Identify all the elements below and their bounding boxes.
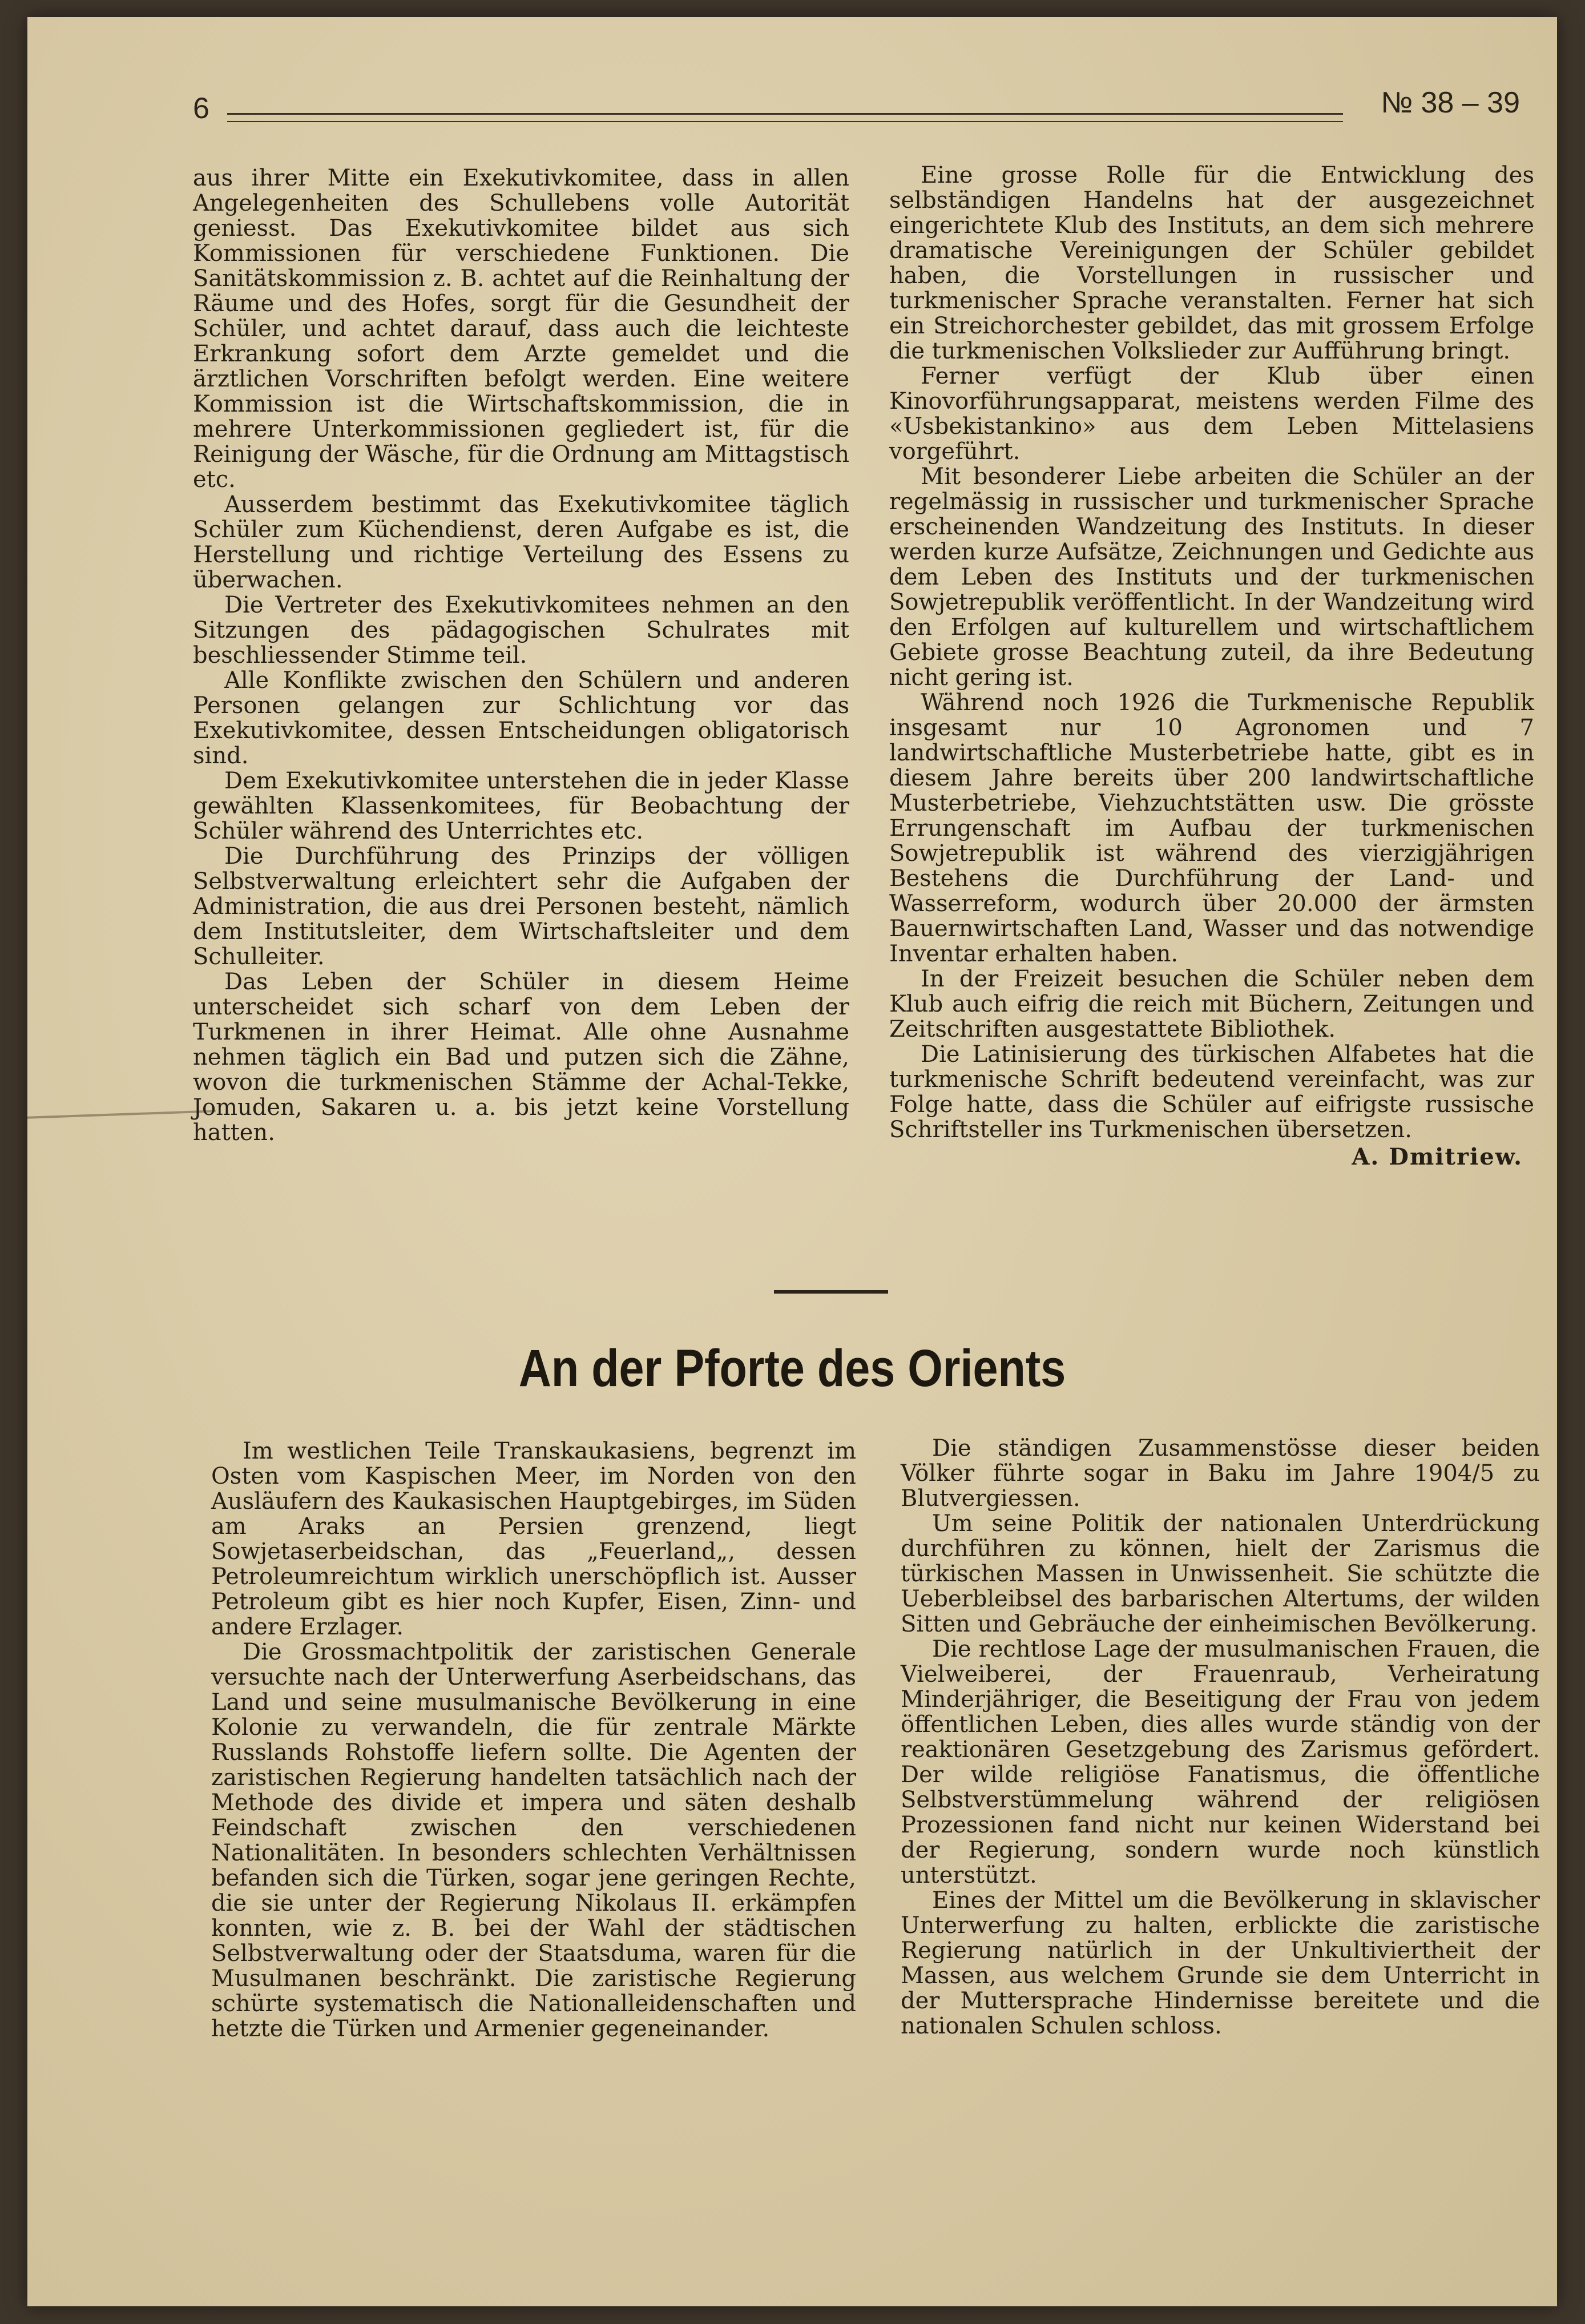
paragraph: Alle Konflikte zwischen den Schülern und anderen Personen gelangen zur Schlichtung vor das Exekutivkomitee, dessen Entscheidungen obligatorisch sind. — [193, 667, 849, 769]
header-rule — [227, 113, 1343, 115]
issue-number: № 38 – 39 — [1381, 86, 1520, 119]
header-rule-thin — [227, 121, 1343, 122]
article2-right-column — [901, 1436, 1540, 2039]
paragraph: Im westlichen Teile Transkaukasiens, begrenzt im Osten vom Kaspischen Meer, im Norden von den Ausläufern des Kaukasischen Hauptgebirges, im Süden am Araks an Persien grenzend, liegt Sowjetaserbeidschan, das „Feuerland„, dessen Petroleumreichtum wirklich unerschöpflich ist. Ausser Petroleum gibt es hier noch Kupfer, Eisen, Zinn- und andere Erzlager. — [211, 1438, 856, 1640]
article1-right-column — [889, 163, 1534, 1170]
section-divider — [774, 1290, 888, 1294]
page-tear — [27, 1110, 216, 1127]
paragraph: Die ständigen Zusammenstösse dieser beiden Völker führte sogar in Baku im Jahre 1904/5 zu Blutvergiessen. — [901, 1435, 1540, 1512]
paragraph: Die Grossmachtpolitik der zaristischen Generale versuchte nach der Unterwerfung Aserbeidschans, das Land und seine musulmanische Bevölkerung in eine Kolonie zu verwandeln, die für zentrale Märkte Russlands Rohstoffe liefern sollte. Die Agenten der zaristischen Regierung handelten tatsächlich nach der Methode des divide et impera und säten deshalb Feindschaft zwischen den verschiedenen Nationalitäten. In besonders schlechten Verhältnissen befanden sich die Türken, sogar jene geringen Rechte, die sie unter der Regierung Nikolaus II. erkämpfen konnten, wie z. B. bei der Wahl der städtischen Selbstverwaltung oder der Staatsduma, waren für die Musulmanen beschränkt. Die zaristische Regierung schürte systematisch die Nationalleidenschaften und hetzte die Türken und Armenier gegeneinander. — [211, 1639, 856, 2042]
paragraph: Die rechtlose Lage der musulmanischen Frauen, die Vielweiberei, der Frauenraub, Verheiratung Minderjähriger, die Beseitigung der Frau von jedem öffentlichen Leben, dies alles wurde ständig von der reaktionären Gesetzgebung des Zarismus gefördert. Der wilde religiöse Fanatismus, die öffentliche Selbstverstümmelung während der religiösen Prozessionen fand nicht nur keinen Widerstand bei der Regierung, sondern wurde noch künstlich unterstützt. — [901, 1636, 1540, 1888]
paragraph: Eine grosse Rolle für die Entwicklung des selbständigen Handelns hat der ausgezeichnet eingerichtete Klub des Instituts, an dem sich mehrere dramatische Vereinigungen der Schüler gebildet haben, die Vorstellungen in russischer und turkmenischer Sprache veranstalten. Ferner hat sich ein Streichorchester gebildet, das mit grossem Erfolge die turkmenischen Volkslieder zur Aufführung bringt. — [889, 162, 1534, 364]
paragraph: Die Durchführung des Prinzips der völligen Selbstverwaltung erleichtert sehr die Aufgaben der Administration, die aus drei Personen besteht, nämlich dem Institutsleiter, dem Wirtschaftsleiter und dem Schulleiter. — [193, 843, 849, 970]
paragraph: Die Vertreter des Exekutivkomitees nehmen an den Sitzungen des pädagogischen Schulrates mit beschliessender Stimme teil. — [193, 592, 849, 668]
paragraph: Die Latinisierung des türkischen Alfabetes hat die turkmenische Schrift bedeutend vereinfacht, was zur Folge hatte, dass die Schüler auf eifrigste russische Schriftsteller ins Turkmenischen übersetzen. — [889, 1041, 1534, 1143]
paragraph: Mit besonderer Liebe arbeiten die Schüler an der regelmässig in russischer und turkmenischer Sprache erscheinenden Wandzeitung des Instituts. In dieser werden kurze Aufsätze, Zeichnungen und Gedichte aus dem Leben des Instituts und der turkmenischen Sowjetrepublik veröffentlicht. In der Wandzeitung wird den Erfolgen auf kulturellem und wirtschaftlichem Gebiete grosse Beachtung zuteil, da ihre Bedeutung nicht gering ist. — [889, 464, 1534, 691]
article-title: An der Pforte des Orients — [518, 1339, 1066, 1397]
paragraph: In der Freizeit besuchen die Schüler neben dem Klub auch eifrig die reich mit Büchern, Zeitungen und Zeitschriften ausgestattete Bibliothek. — [889, 966, 1534, 1042]
author-signature: A. Dmitriew. — [1352, 1143, 1523, 1170]
paragraph: aus ihrer Mitte ein Exekutivkomitee, dass in allen Angelegenheiten des Schullebens volle Autorität geniesst. Das Exekutivkomitee bildet aus sich Kommissionen für verschiedene Funktionen. Die Sanitätskommission z. B. achtet auf die Reinhaltung der Räume und des Hofes, sorgt für die Gesundheit der Schüler, und achtet darauf, dass auch die leichteste Erkrankung sofort dem Arzte gemeldet und die ärztlichen Vorschriften befolgt werden. Eine weitere Kommission ist die Wirtschaftskommission, die in mehrere Unterkommissionen gegliedert ist, für die Reinigung der Wäsche, für die Ordnung am Mittagstisch etc. — [193, 165, 849, 493]
paragraph: Das Leben der Schüler in diesem Heime unterscheidet sich scharf von dem Leben der Turkmenen in ihrer Heimat. Alle ohne Ausnahme nehmen täglich ein Bad und putzen sich die Zähne, wovon die turkmenischen Stämme der Achal-Tekke, Jomuden, Sakaren u. a. bis jetzt keine Vorstellung hatten. — [193, 969, 849, 1146]
paragraph: Um seine Politik der nationalen Unterdrückung durchführen zu können, hielt der Zarismus die türkischen Massen in Unwissenheit. Sie schützte die Ueberbleibsel des barbarischen Altertums, der wilden Sitten und Gebräuche der einheimischen Bevölkerung. — [901, 1511, 1540, 1637]
paragraph: Ferner verfügt der Klub über einen Kinovorführungsapparat, meistens werden Filme des «Usbekistankino» aus dem Leben Mittelasiens vorgeführt. — [889, 363, 1534, 465]
paragraph: Eines der Mittel um die Bevölkerung in sklavischer Unterwerfung zu halten, erblickte die zaristische Regierung natürlich in der Unkultiviertheit der Massen, aus welchem Grunde sie dem Unterricht in der Muttersprache Hindernisse bereitete und die nationalen Schulen schloss. — [901, 1887, 1540, 2039]
page-number: 6 — [193, 92, 209, 125]
paragraph: Ausserdem bestimmt das Exekutivkomitee täglich Schüler zum Küchendienst, deren Aufgabe es ist, die Herstellung und richtige Verteilung des Essens zu überwachen. — [193, 492, 849, 593]
newspaper-page — [27, 17, 1557, 2306]
article1-left-column — [193, 166, 849, 1145]
paragraph: Dem Exekutivkomitee unterstehen die in jeder Klasse gewählten Klassenkomitees, für Beobachtung der Schüler während des Unterrichtes etc. — [193, 768, 849, 844]
paragraph: Während noch 1926 die Turkmenische Republik insgesamt nur 10 Agronomen und 7 landwirtschaftliche Musterbetriebe hatte, gibt es in diesem Jahre bereits über 200 landwirtschaftliche Musterbetriebe, Viehzuchtstätten usw. Die grösste Errungenschaft im Aufbau der turkmenischen Sowjetrepublik ist während des vierzigjährigen Bestehens die Durchführung der Land- und Wasserreform, wodurch über 20.000 der ärmsten Bauernwirtschaften Land, Wasser und das notwendige Inventar erhalten haben. — [889, 690, 1534, 967]
page-header — [193, 86, 1520, 131]
article2-left-column — [211, 1439, 856, 2041]
